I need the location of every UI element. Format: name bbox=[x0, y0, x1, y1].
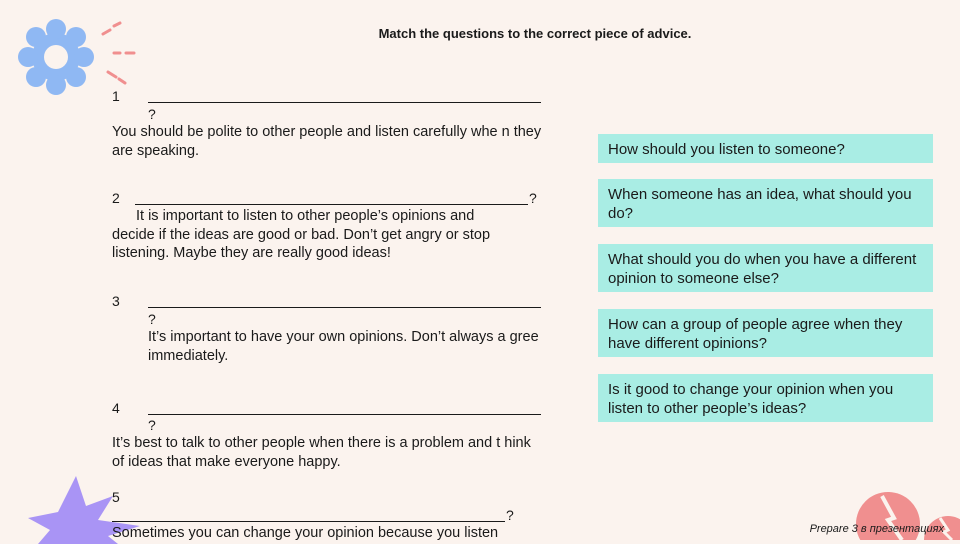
question-card-4[interactable]: How can a group of people agree when they have different opinions? bbox=[598, 309, 933, 357]
item-number: 5 bbox=[112, 489, 120, 505]
answer-line[interactable] bbox=[148, 307, 541, 308]
answer-line[interactable] bbox=[148, 102, 541, 103]
question-mark: ? bbox=[148, 417, 156, 433]
advice-text: It’s best to talk to other people when there is a problem and t hink of ideas that make everyone happy. bbox=[112, 435, 531, 470]
page-title: Match the questions to the correct piece of advice. bbox=[378, 26, 692, 41]
question-mark: ? bbox=[148, 311, 156, 327]
advice-text: Sometimes you can change your opinion because you listen bbox=[112, 525, 499, 541]
question-card-1[interactable]: How should you listen to someone? bbox=[598, 134, 933, 163]
question-card-2[interactable]: When someone has an idea, what should you do? bbox=[598, 179, 933, 227]
item-number: 4 bbox=[112, 400, 120, 416]
advice-text: You should be polite to other people and listen carefully whe n they are speaking. bbox=[112, 124, 542, 159]
footer-credit: Prepare 3 в презентациях bbox=[809, 523, 944, 535]
item-number: 3 bbox=[112, 293, 120, 309]
item-number: 1 bbox=[112, 88, 120, 104]
question-mark: ? bbox=[148, 106, 156, 122]
item-number: 2 bbox=[112, 190, 120, 206]
advice-text: It’s important to have your own opinions. Don’t always a gree immediately. bbox=[148, 329, 539, 364]
answer-line[interactable] bbox=[148, 414, 541, 415]
answer-line[interactable] bbox=[112, 521, 505, 522]
question-mark: ? bbox=[529, 190, 537, 206]
question-card-3[interactable]: What should you do when you have a different opinion to someone else? bbox=[598, 244, 933, 292]
question-mark: ? bbox=[506, 507, 514, 523]
advice-text: It is important to listen to other people’s opinions and decide if the ideas are good or bad. Don’t get angry or stop listening. Maybe they are really good ideas! bbox=[112, 208, 491, 261]
question-card-5[interactable]: Is it good to change your opinion when you listen to other people’s ideas? bbox=[598, 374, 933, 422]
answer-line[interactable] bbox=[135, 204, 528, 205]
